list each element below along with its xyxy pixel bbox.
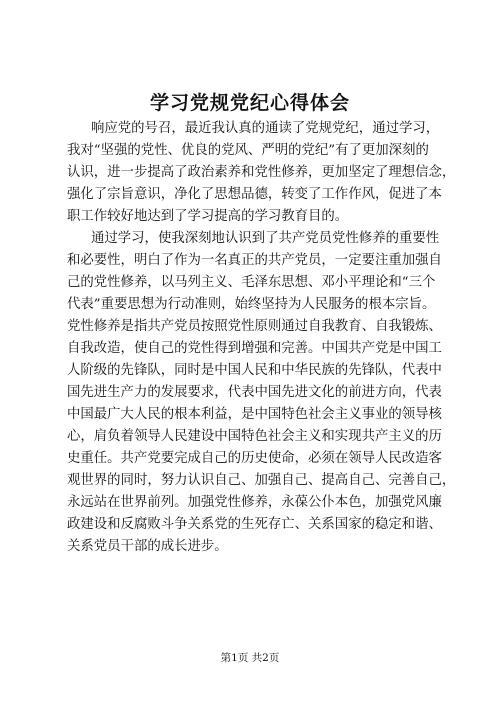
paragraph-line: 人阶级的先锋队，同时是中国人民和中华民族的先锋队，代表中 xyxy=(67,363,442,378)
paragraph-line: 强化了宗旨意识，净化了思想品德，转变了工作作风，促进了本 xyxy=(67,187,442,202)
paragraph-line: 党性修养是指共产党员按照党性原则通过自我教育、自我锻炼、 xyxy=(67,319,442,334)
paragraph-line: 认识，进一步提高了政治素养和党性修养，更加坚定了理想信念， xyxy=(67,165,456,180)
paragraph-line: 职工作较好地达到了学习提高的学习教育目的。 xyxy=(67,209,349,224)
paragraph-line: 关系党员干部的成长进步。 xyxy=(67,539,228,554)
paragraph-line: 国先进生产力的发展要求，代表中国先进文化的前进方向，代表 xyxy=(67,385,442,400)
paragraph-line: 我对“坚强的党性、优良的党风、严明的党纪”有了更加深刻的 xyxy=(67,143,429,158)
paragraph-line: 通过学习，使我深刻地认识到了共产党员党性修养的重要性 xyxy=(91,231,440,246)
paragraph-line: 观世界的同时，努力认识自己、加强自己、提高自己、完善自己， xyxy=(67,473,456,488)
paragraph-line: 己的党性修养，以马列主义、毛泽东思想、邓小平理论和“三个 xyxy=(67,275,436,290)
paragraph-line: 史重任。共产党要完成自己的历史使命，必须在领导人民改造客 xyxy=(67,451,442,466)
page-number: 第1页 共2页 xyxy=(220,652,280,664)
paragraph-line: 中国最广大人民的根本利益，是中国特色社会主义事业的领导核 xyxy=(67,407,442,422)
paragraph-line: 和必要性，明白了作为一名真正的共产党员，一定要注重加强自 xyxy=(67,253,442,268)
paragraph-line: 心，肩负着领导人民建设中国特色社会主义和实现共产主义的历 xyxy=(67,429,442,444)
paragraph-line: 代表”重要思想为行动准则，始终坚持为人民服务的根本宗旨。 xyxy=(67,297,436,312)
paragraph-line: 自我改造，使自己的党性得到增强和完善。中国共产党是中国工 xyxy=(67,341,442,356)
paragraph-line: 政建设和反腐败斗争关系党的生死存亡、关系国家的稳定和谐、 xyxy=(67,517,442,532)
document-title: 学习党规党纪心得体会 xyxy=(149,92,350,114)
paragraph-line: 永远站在世界前列。加强党性修养，永葆公仆本色，加强党风廉 xyxy=(67,495,442,510)
paragraph-line: 响应党的号召，最近我认真的通读了党规党纪，通过学习， xyxy=(91,121,440,136)
